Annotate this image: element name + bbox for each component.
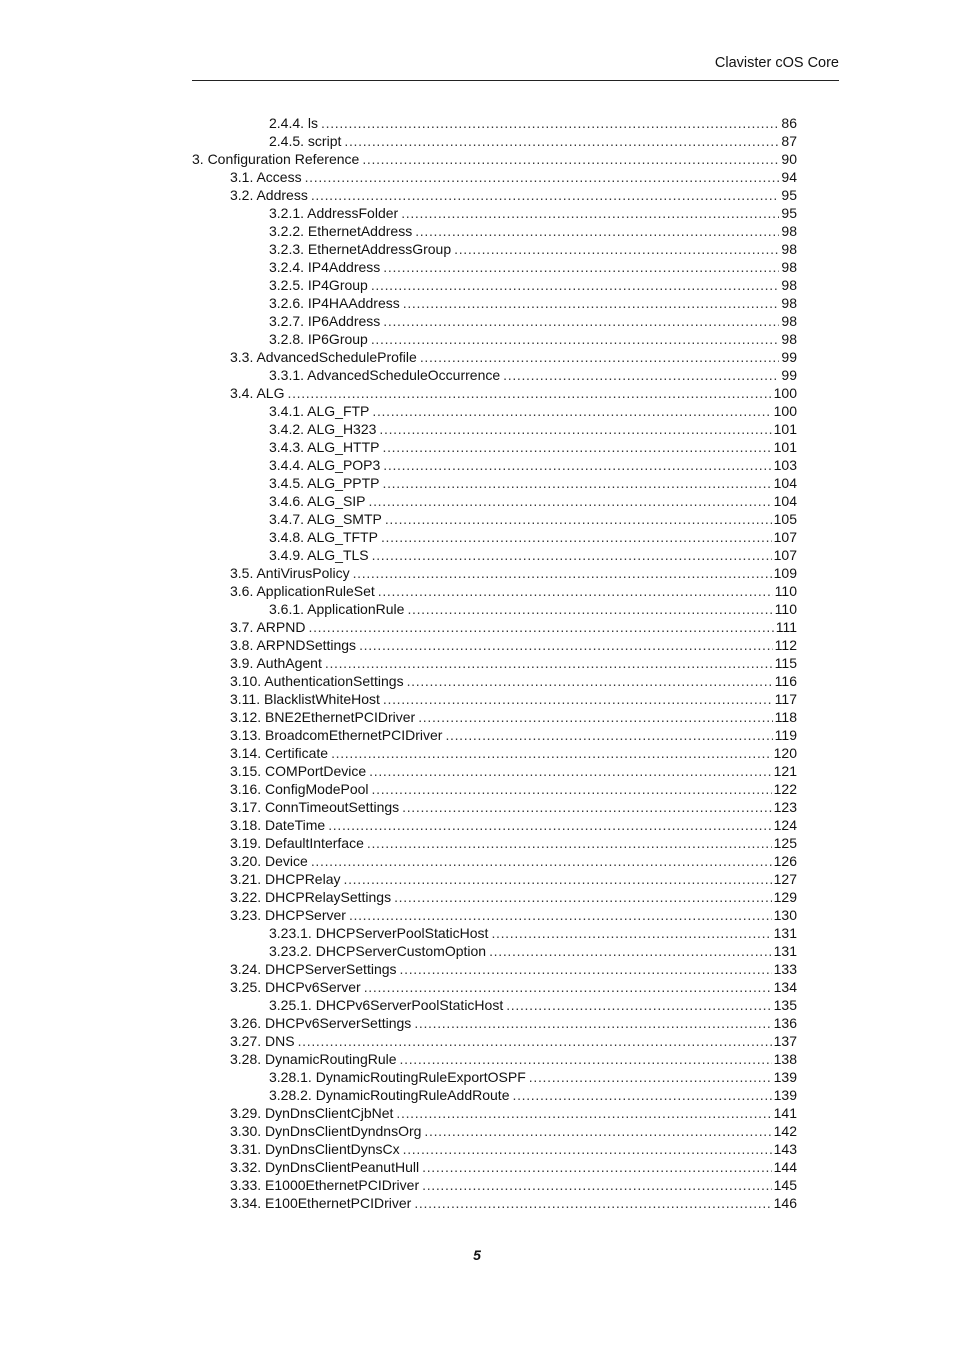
toc-entry[interactable]: [192, 726, 797, 744]
toc-dot-leader: [414, 1194, 771, 1212]
toc-entry-page: 98: [781, 331, 797, 347]
toc-entry[interactable]: [192, 582, 797, 600]
toc-entry-page: 117: [774, 691, 797, 707]
toc-dot-leader: [422, 1158, 772, 1176]
toc-entry-title: 3. Configuration Reference: [192, 151, 360, 167]
toc-dot-leader: [364, 978, 772, 996]
toc-entry-title: 3.6.1. ApplicationRule: [269, 601, 405, 617]
toc-entry-page: 122: [773, 781, 797, 797]
page-number: 5: [473, 1247, 481, 1263]
toc-dot-leader: [362, 150, 779, 168]
toc-entry-title: 3.30. DynDnsClientDyndnsOrg: [230, 1123, 422, 1139]
toc-entry[interactable]: [192, 888, 797, 906]
toc-entry-page: 101: [773, 421, 797, 437]
toc-entry[interactable]: [192, 330, 797, 348]
toc-dot-leader: [512, 1086, 771, 1104]
toc-entry[interactable]: [192, 312, 797, 330]
toc-entry-title: 3.27. DNS: [230, 1033, 295, 1049]
toc-entry[interactable]: [192, 114, 797, 132]
toc-entry-title: 3.14. Certificate: [230, 745, 329, 761]
toc-entry[interactable]: [192, 690, 797, 708]
toc-entry[interactable]: [192, 564, 797, 582]
toc-dot-leader: [383, 258, 779, 276]
toc-entry-page: 87: [781, 133, 797, 149]
toc-entry[interactable]: [192, 1050, 797, 1068]
toc-entry-title: 3.4.4. ALG_POP3: [269, 457, 381, 473]
toc-entry-title: 3.23.1. DHCPServerPoolStaticHost: [269, 925, 489, 941]
toc-dot-leader: [383, 312, 779, 330]
toc-entry[interactable]: [192, 1140, 797, 1158]
toc-dot-leader: [308, 618, 773, 636]
toc-entry-page: 119: [774, 727, 797, 743]
toc-entry-title: 3.19. DefaultInterface: [230, 835, 364, 851]
toc-dot-leader: [383, 456, 771, 474]
toc-entry[interactable]: [192, 906, 797, 924]
toc-entry-title: 3.4. ALG: [230, 385, 285, 401]
toc-dot-leader: [371, 276, 780, 294]
toc-dot-leader: [403, 294, 780, 312]
toc-dot-leader: [415, 222, 779, 240]
toc-entry[interactable]: [192, 1194, 797, 1212]
toc-entry-page: 143: [773, 1141, 797, 1157]
toc-entry-title: 3.33. E1000EthernetPCIDriver: [230, 1177, 420, 1193]
toc-entry[interactable]: [192, 618, 797, 636]
toc-entry[interactable]: [192, 168, 797, 186]
toc-entry-title: 3.4.1. ALG_FTP: [269, 403, 370, 419]
toc-dot-leader: [344, 132, 779, 150]
toc-entry-page: 109: [773, 565, 797, 581]
toc-entry-title: 3.28.2. DynamicRoutingRuleAddRoute: [269, 1087, 510, 1103]
toc-entry-title: 3.8. ARPNDSettings: [230, 637, 357, 653]
toc-entry[interactable]: [192, 654, 797, 672]
toc-entry-page: 94: [781, 169, 797, 185]
toc-entry-title: 3.5. AntiVirusPolicy: [230, 565, 350, 581]
toc-entry[interactable]: [192, 384, 797, 402]
toc-entry[interactable]: [192, 294, 797, 312]
toc-entry[interactable]: [192, 186, 797, 204]
toc-dot-leader: [489, 942, 772, 960]
toc-entry[interactable]: [192, 798, 797, 816]
toc-entry-page: 138: [773, 1051, 797, 1067]
toc-entry-title: 3.2.8. IP6Group: [269, 331, 368, 347]
toc-entry[interactable]: [192, 150, 797, 168]
toc-entry[interactable]: [192, 636, 797, 654]
toc-entry-page: 98: [781, 241, 797, 257]
toc-entry-title: 3.4.5. ALG_PPTP: [269, 475, 380, 491]
toc-entry-page: 116: [774, 673, 797, 689]
toc-entry-title: 3.18. DateTime: [230, 817, 326, 833]
toc-entry-page: 115: [774, 655, 797, 671]
toc-entry-title: 3.12. BNE2EthernetPCIDriver: [230, 709, 416, 725]
toc-entry-page: 98: [781, 277, 797, 293]
toc-dot-leader: [353, 564, 772, 582]
toc-entry-title: 2.4.4. ls: [269, 115, 319, 131]
toc-dot-leader: [287, 384, 771, 402]
toc-entry-page: 111: [775, 619, 797, 635]
toc-dot-leader: [445, 726, 772, 744]
toc-entry-title: 3.2.5. IP4Group: [269, 277, 368, 293]
toc-dot-leader: [418, 708, 772, 726]
toc-dot-leader: [369, 492, 772, 510]
toc-entry-title: 3.4.6. ALG_SIP: [269, 493, 366, 509]
toc-dot-leader: [394, 888, 772, 906]
toc-entry-page: 136: [773, 1015, 797, 1031]
toc-entry-title: 3.9. AuthAgent: [230, 655, 322, 671]
toc-entry-page: 98: [781, 259, 797, 275]
toc-dot-leader: [407, 672, 773, 690]
toc-entry[interactable]: [192, 978, 797, 996]
toc-entry-page: 95: [781, 205, 797, 221]
toc-entry[interactable]: [192, 474, 797, 492]
toc-entry[interactable]: [192, 456, 797, 474]
toc-dot-leader: [403, 1140, 772, 1158]
toc-entry-title: 3.2.1. AddressFolder: [269, 205, 399, 221]
toc-entry[interactable]: [192, 276, 797, 294]
document-title: Clavister cOS Core: [714, 55, 839, 71]
toc-entry-page: 141: [773, 1105, 797, 1121]
toc-entry-page: 133: [773, 961, 797, 977]
toc-entry-page: 139: [773, 1087, 797, 1103]
toc-entry-page: 95: [781, 187, 797, 203]
toc-dot-leader: [372, 780, 772, 798]
toc-entry-title: 3.1. Access: [230, 169, 302, 185]
toc-entry-title: 3.2.2. EthernetAddress: [269, 223, 413, 239]
toc-entry[interactable]: [192, 870, 797, 888]
toc-entry-title: 3.25. DHCPv6Server: [230, 979, 361, 995]
toc-entry-page: 107: [773, 529, 797, 545]
toc-entry-page: 127: [773, 871, 797, 887]
toc-entry-title: 3.2. Address: [230, 187, 308, 203]
toc-entry-title: 3.31. DynDnsClientDynsCx: [230, 1141, 400, 1157]
toc-entry-page: 145: [773, 1177, 797, 1193]
toc-dot-leader: [381, 528, 772, 546]
toc-entry[interactable]: [192, 960, 797, 978]
toc-dot-leader: [401, 204, 779, 222]
toc-entry[interactable]: [192, 492, 797, 510]
toc-entry-page: 124: [773, 817, 797, 833]
toc-dot-leader: [379, 420, 771, 438]
toc-dot-leader: [420, 348, 780, 366]
toc-entry[interactable]: [192, 1158, 797, 1176]
toc-dot-leader: [305, 168, 780, 186]
toc-entry-title: 3.28. DynamicRoutingRule: [230, 1051, 397, 1067]
toc-entry-page: 86: [781, 115, 797, 131]
toc-entry[interactable]: [192, 240, 797, 258]
toc-dot-leader: [372, 546, 772, 564]
toc-entry[interactable]: [192, 924, 797, 942]
toc-entry-page: 123: [773, 799, 797, 815]
toc-entry[interactable]: [192, 996, 797, 1014]
toc-entry[interactable]: [192, 1104, 797, 1122]
toc-entry[interactable]: [192, 1068, 797, 1086]
toc-dot-leader: [414, 1014, 771, 1032]
toc-entry[interactable]: [192, 204, 797, 222]
toc-entry-page: 98: [781, 295, 797, 311]
toc-entry-page: 131: [773, 943, 797, 959]
toc-entry-page: 135: [773, 997, 797, 1013]
toc-dot-leader: [424, 1122, 771, 1140]
toc-entry-page: 134: [773, 979, 797, 995]
toc-entry[interactable]: [192, 780, 797, 798]
toc-dot-leader: [311, 852, 772, 870]
toc-entry[interactable]: [192, 942, 797, 960]
toc-entry-title: 3.17. ConnTimeoutSettings: [230, 799, 400, 815]
toc-entry-title: 3.29. DynDnsClientCjbNet: [230, 1105, 394, 1121]
toc-entry-title: 3.22. DHCPRelaySettings: [230, 889, 392, 905]
header-divider: [192, 80, 839, 81]
toc-entry-title: 3.23. DHCPServer: [230, 907, 346, 923]
toc-dot-leader: [383, 690, 773, 708]
toc-dot-leader: [422, 1176, 772, 1194]
toc-dot-leader: [400, 1050, 772, 1068]
toc-entry[interactable]: [192, 708, 797, 726]
toc-dot-leader: [371, 330, 780, 348]
toc-entry[interactable]: [192, 1014, 797, 1032]
toc-entry-title: 3.26. DHCPv6ServerSettings: [230, 1015, 412, 1031]
toc-entry[interactable]: [192, 528, 797, 546]
toc-entry-title: 3.4.9. ALG_TLS: [269, 547, 369, 563]
toc-entry-title: 3.3. AdvancedScheduleProfile: [230, 349, 417, 365]
toc-entry-page: 142: [773, 1123, 797, 1139]
toc-entry-page: 110: [774, 583, 797, 599]
toc-entry[interactable]: [192, 348, 797, 366]
toc-entry-page: 129: [773, 889, 797, 905]
toc-entry-page: 98: [781, 313, 797, 329]
toc-entry[interactable]: [192, 1176, 797, 1194]
toc-entry-page: 110: [774, 601, 797, 617]
toc-dot-leader: [503, 366, 779, 384]
toc-dot-leader: [344, 870, 772, 888]
toc-dot-leader: [491, 924, 771, 942]
toc-entry[interactable]: [192, 672, 797, 690]
toc-entry[interactable]: [192, 852, 797, 870]
toc-entry-title: 3.25.1. DHCPv6ServerPoolStaticHost: [269, 997, 504, 1013]
toc-entry-title: 3.16. ConfigModePool: [230, 781, 369, 797]
toc-entry-title: 3.3.1. AdvancedScheduleOccurrence: [269, 367, 501, 383]
toc-entry-page: 105: [773, 511, 797, 527]
toc-dot-leader: [325, 654, 773, 672]
toc-entry-page: 112: [774, 637, 797, 653]
toc-entry-title: 2.4.5. script: [269, 133, 342, 149]
toc-dot-leader: [529, 1068, 772, 1086]
toc-dot-leader: [396, 1104, 771, 1122]
toc-entry[interactable]: [192, 510, 797, 528]
toc-entry-title: 3.2.4. IP4Address: [269, 259, 381, 275]
toc-entry-page: 131: [773, 925, 797, 941]
toc-entry[interactable]: [192, 816, 797, 834]
toc-dot-leader: [298, 1032, 772, 1050]
toc-dot-leader: [359, 636, 773, 654]
toc-entry-page: 104: [773, 475, 797, 491]
toc-entry-page: 120: [773, 745, 797, 761]
toc-entry[interactable]: [192, 1032, 797, 1050]
toc-entry-page: 101: [773, 439, 797, 455]
toc-dot-leader: [328, 816, 771, 834]
toc-dot-leader: [372, 402, 771, 420]
toc-dot-leader: [407, 600, 772, 618]
toc-entry-title: 3.13. BroadcomEthernetPCIDriver: [230, 727, 443, 743]
toc-entry-page: 98: [781, 223, 797, 239]
toc-entry-title: 3.24. DHCPServerSettings: [230, 961, 397, 977]
toc-entry[interactable]: [192, 438, 797, 456]
toc-entry[interactable]: [192, 420, 797, 438]
toc-dot-leader: [385, 510, 772, 528]
toc-entry-page: 144: [773, 1159, 797, 1175]
toc-entry-title: 3.21. DHCPRelay: [230, 871, 341, 887]
toc-entry-page: 126: [773, 853, 797, 869]
toc-entry-page: 103: [773, 457, 797, 473]
toc-entry[interactable]: [192, 258, 797, 276]
toc-dot-leader: [369, 762, 771, 780]
toc-entry-title: 3.4.7. ALG_SMTP: [269, 511, 382, 527]
toc-entry-title: 3.4.8. ALG_TFTP: [269, 529, 378, 545]
toc-entry[interactable]: [192, 222, 797, 240]
toc-entry-title: 3.32. DynDnsClientPeanutHull: [230, 1159, 420, 1175]
toc-entry[interactable]: [192, 402, 797, 420]
toc-entry-page: 107: [773, 547, 797, 563]
toc-entry-title: 3.2.6. IP4HAAddress: [269, 295, 400, 311]
toc-entry-page: 100: [773, 403, 797, 419]
toc-entry-title: 3.15. COMPortDevice: [230, 763, 367, 779]
toc-entry[interactable]: [192, 366, 797, 384]
toc-entry-title: 3.4.3. ALG_HTTP: [269, 439, 380, 455]
toc-entry-title: 3.34. E100EthernetPCIDriver: [230, 1195, 412, 1211]
toc-entry-page: 118: [774, 709, 797, 725]
toc-dot-leader: [506, 996, 771, 1014]
toc-entry[interactable]: [192, 600, 797, 618]
toc-entry-page: 121: [773, 763, 797, 779]
toc-entry-title: 3.11. BlacklistWhiteHost: [230, 691, 380, 707]
toc-dot-leader: [367, 834, 772, 852]
toc-entry-title: 3.28.1. DynamicRoutingRuleExportOSPF: [269, 1069, 526, 1085]
toc-dot-leader: [311, 186, 780, 204]
toc-entry[interactable]: [192, 834, 797, 852]
toc-entry-title: 3.2.7. IP6Address: [269, 313, 381, 329]
toc-entry[interactable]: [192, 546, 797, 564]
toc-entry-page: 104: [773, 493, 797, 509]
toc-entry-title: 3.20. Device: [230, 853, 308, 869]
toc-entry-title: 3.4.2. ALG_H323: [269, 421, 377, 437]
toc-entry-page: 130: [773, 907, 797, 923]
toc-entry-page: 146: [773, 1195, 797, 1211]
toc-entry-page: 125: [773, 835, 797, 851]
toc-entry-page: 100: [773, 385, 797, 401]
toc-entry-title: 3.10. AuthenticationSettings: [230, 673, 404, 689]
toc-entry-page: 99: [781, 367, 797, 383]
toc-dot-leader: [383, 474, 772, 492]
toc-entry-page: 99: [781, 349, 797, 365]
toc-entry-page: 139: [773, 1069, 797, 1085]
toc-entry[interactable]: [192, 744, 797, 762]
toc-dot-leader: [331, 744, 772, 762]
toc-entry[interactable]: [192, 762, 797, 780]
toc-entry-title: 3.7. ARPND: [230, 619, 306, 635]
toc-entry-title: 3.6. ApplicationRuleSet: [230, 583, 375, 599]
table-of-contents: [192, 114, 797, 1212]
toc-dot-leader: [383, 438, 772, 456]
toc-entry-title: 3.2.3. EthernetAddressGroup: [269, 241, 452, 257]
toc-entry-title: 3.23.2. DHCPServerCustomOption: [269, 943, 487, 959]
toc-dot-leader: [378, 582, 773, 600]
toc-dot-leader: [402, 798, 772, 816]
toc-dot-leader: [454, 240, 779, 258]
toc-entry[interactable]: [192, 1086, 797, 1104]
toc-entry-page: 137: [773, 1033, 797, 1049]
toc-dot-leader: [321, 114, 779, 132]
toc-dot-leader: [400, 960, 772, 978]
toc-entry[interactable]: [192, 132, 797, 150]
toc-entry-page: 90: [781, 151, 797, 167]
toc-dot-leader: [349, 906, 772, 924]
toc-entry[interactable]: [192, 1122, 797, 1140]
